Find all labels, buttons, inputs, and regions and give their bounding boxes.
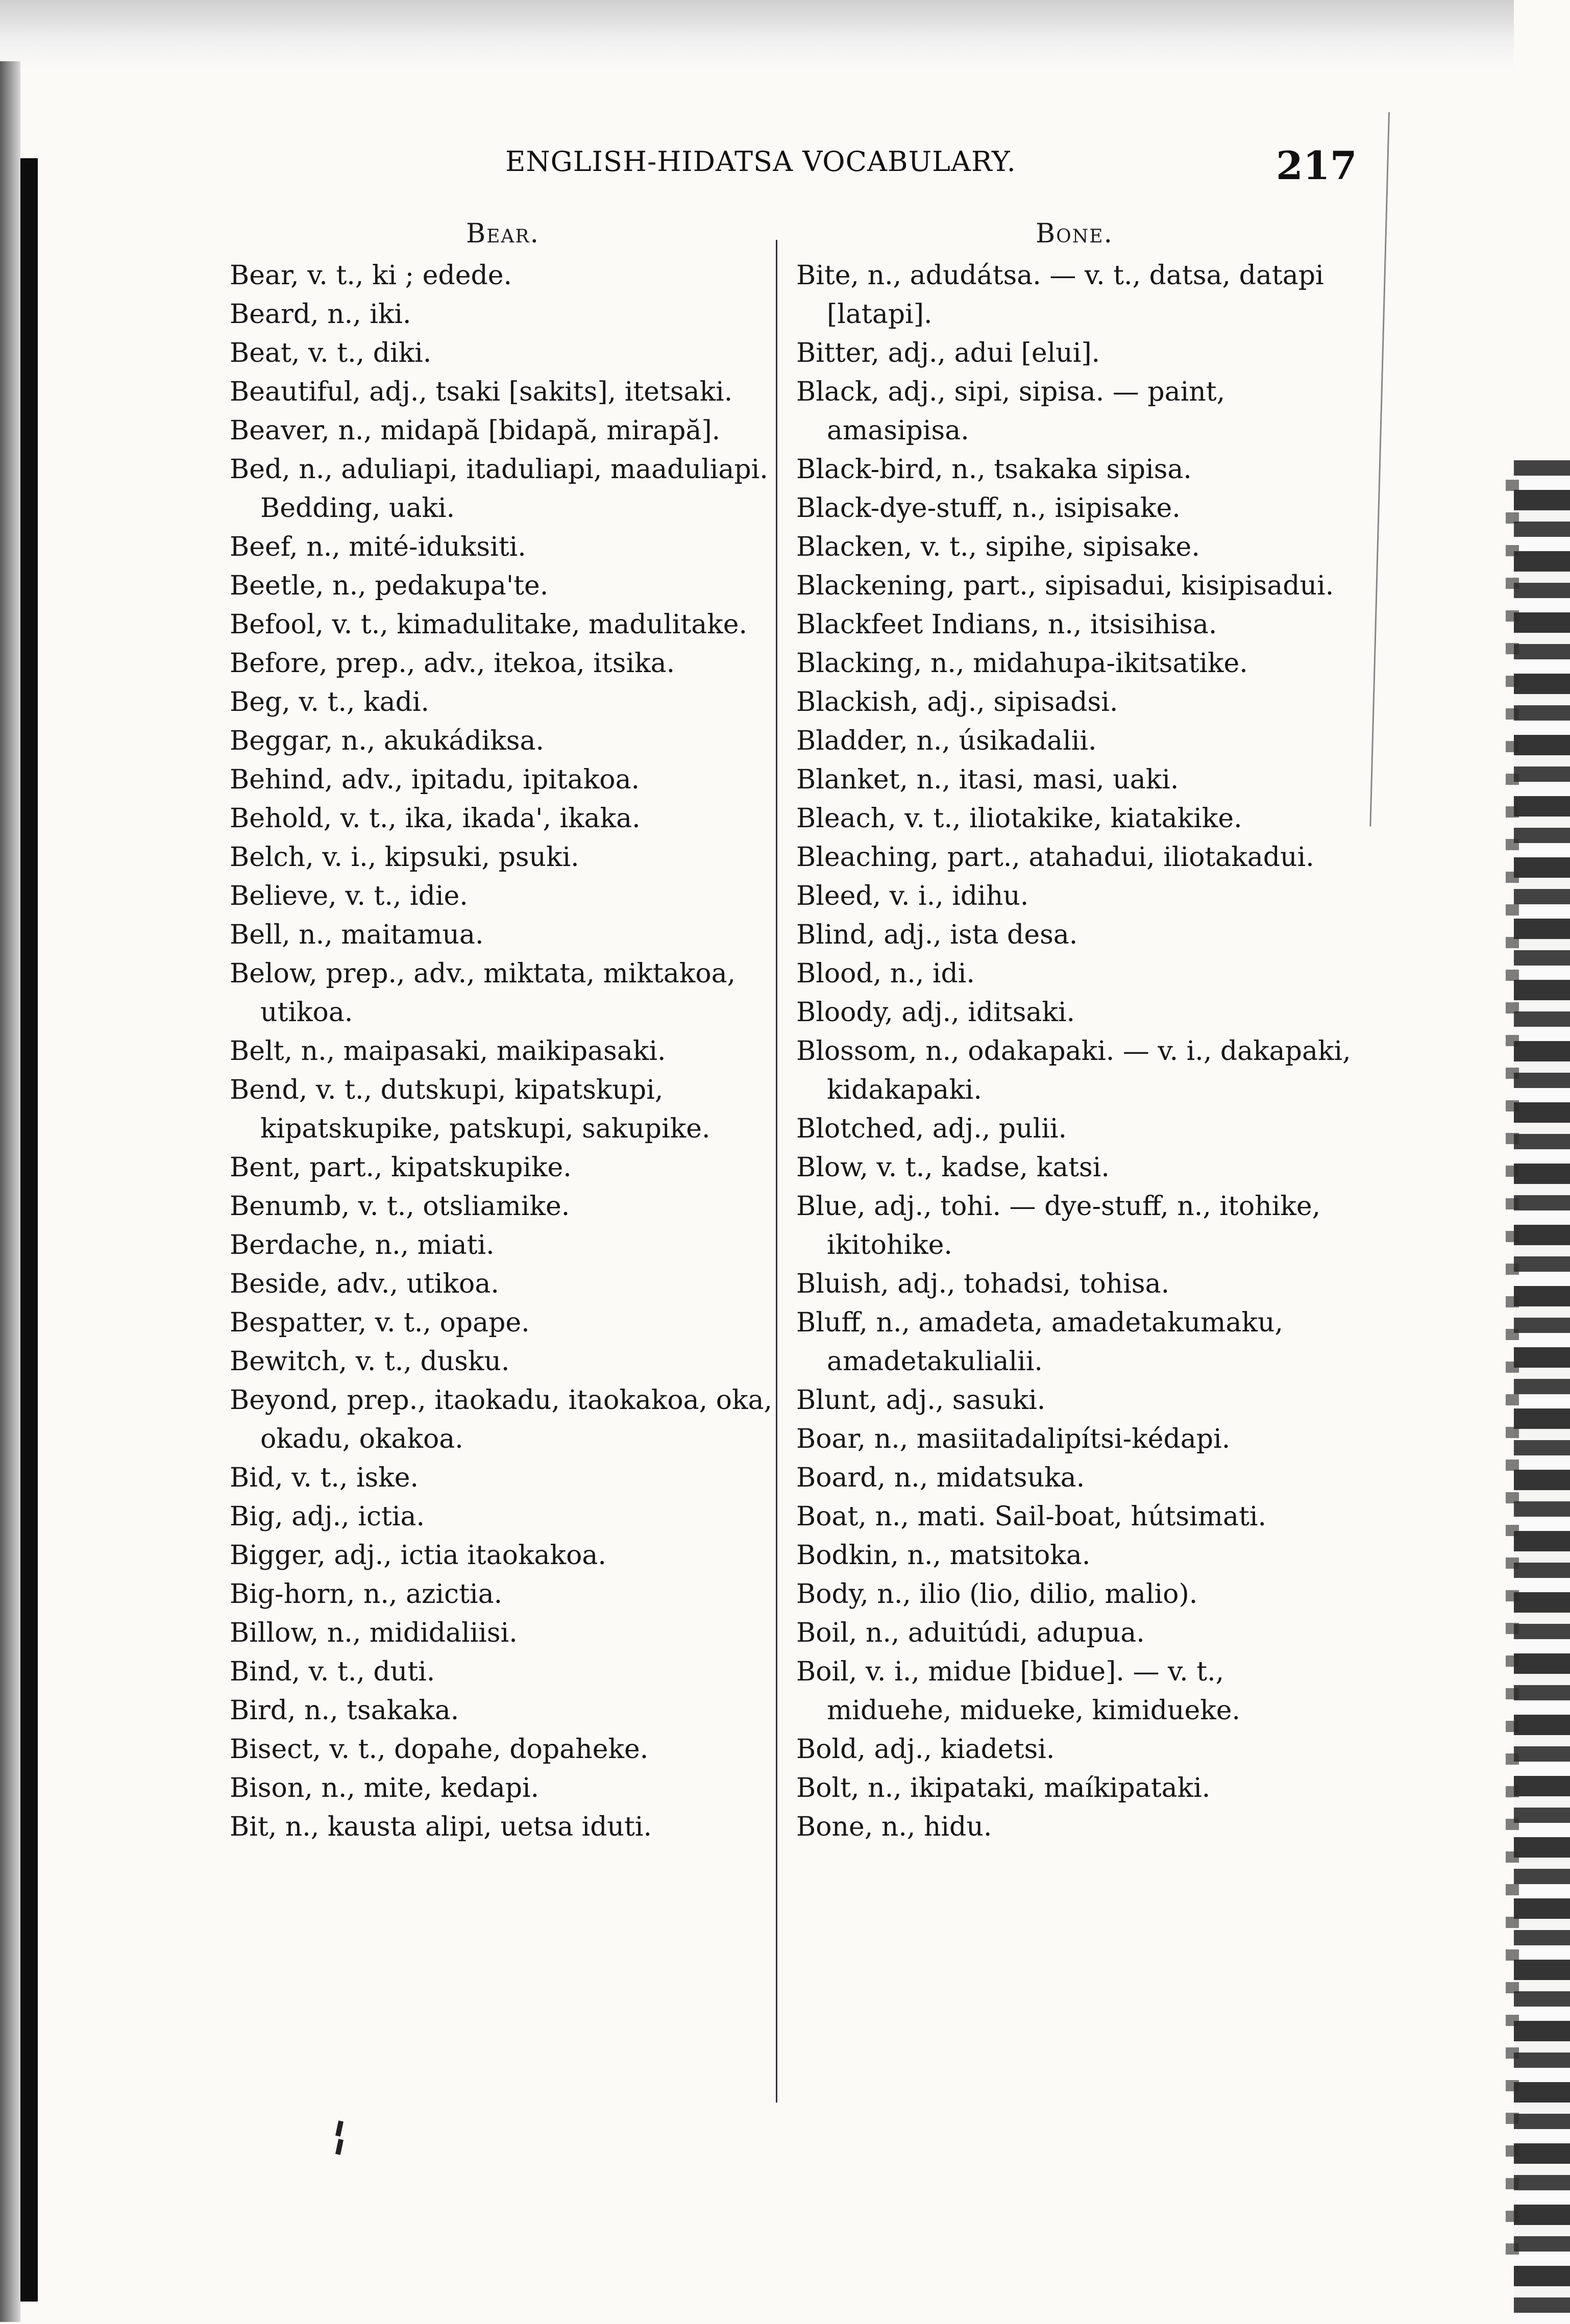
book-spine [20, 158, 38, 2302]
vocab-entry: Beg, v. t., kadi. [230, 687, 430, 718]
vocab-entry: Bitter, adj., adui [elui]. [796, 338, 1100, 368]
vocab-entry: Bloody, adj., iditsaki. [796, 997, 1075, 1028]
vocab-entry: Benumb, v. t., otsliamike. [230, 1191, 570, 1222]
vocab-entry: Bid, v. t., iske. [230, 1463, 419, 1493]
right-column-title: Bone. [1035, 218, 1114, 249]
vocab-entry: Belch, v. i., kipsuki, psuki. [230, 842, 579, 873]
vocab-entry: Board, n., midatsuka. [796, 1463, 1085, 1493]
vocab-entry: Bigger, adj., ictia itaokakoa. [230, 1540, 606, 1571]
vocab-entry: Black-dye-stuff, n., isipisake. [796, 493, 1181, 524]
vocab-entry: Blunt, adj., sasuki. [796, 1385, 1046, 1416]
book-spine-shadow [0, 61, 20, 2322]
vocab-entry: Black, adj., sipi, sipisa. — paint, amasipisa. [796, 377, 1225, 446]
vocab-entry: Beautiful, adj., tsaki [sakits], itetsaki. [230, 377, 733, 407]
vocab-entry: Bone, n., hidu. [796, 1812, 992, 1842]
vocab-entry: Black-bird, n., tsakaka sipisa. [796, 454, 1192, 485]
vocab-entry: Bird, n., tsakaka. [230, 1695, 459, 1726]
vocab-entry: Beggar, n., akukádiksa. [230, 726, 545, 756]
vocab-entry: Behold, v. t., ika, ikada', ikaka. [230, 803, 641, 834]
right-column [796, 214, 1353, 1846]
vocab-entry: Bell, n., maitamua. [230, 920, 484, 950]
vocab-entry: Beat, v. t., diki. [230, 338, 432, 368]
vocab-entry: Beef, n., mité-iduksiti. [230, 532, 526, 562]
vocab-entry: Behind, adv., ipitadu, ipitakoa. [230, 764, 640, 795]
vocab-entry: Bleach, v. t., iliotakike, kiatakike. [796, 803, 1242, 834]
vocab-entry: Blanket, n., itasi, masi, uaki. [796, 764, 1179, 795]
vocab-entry: Blacking, n., midahupa-ikitsatike. [796, 648, 1248, 679]
vocab-entry: Bent, part., kipatskupike. [230, 1152, 572, 1183]
vocab-entry: Beyond, prep., itaokadu, itaokakoa, oka, okadu, okakoa. [230, 1385, 773, 1454]
vocab-entry: Beside, adv., utikoa. [230, 1269, 499, 1299]
vocab-entry: Bleed, v. i., idihu. [796, 881, 1029, 911]
scan-top-edge [0, 0, 1570, 71]
page-edge-right-top [1514, 0, 1570, 459]
vocab-entry: Blow, v. t., kadse, katsi. [796, 1152, 1110, 1183]
vocab-entry: Blackish, adj., sipisadsi. [796, 687, 1118, 718]
vocab-entry: Bold, adj., kiadetsi. [796, 1734, 1055, 1765]
column-divider [776, 240, 777, 2103]
vocab-entry: Berdache, n., miati. [230, 1230, 495, 1260]
vocab-entry: Believe, v. t., idie. [230, 881, 468, 911]
vocab-entry: Below, prep., adv., miktata, miktakoa, utikoa. [230, 958, 736, 1028]
vocab-entry: Beard, n., iki. [230, 299, 411, 330]
vocab-entry: Bison, n., mite, kedapi. [230, 1773, 539, 1803]
vocab-entry: Bit, n., kausta alipi, uetsa iduti. [230, 1812, 652, 1842]
vocab-entry: Bed, n., aduliapi, itaduliapi, maaduliapi. Bedding, uaki. [230, 454, 768, 524]
vocab-entry: Blind, adj., ista desa. [796, 920, 1078, 950]
vocab-entry: Blackening, part., sipisadui, kisipisadui. [796, 571, 1334, 601]
vocab-entry: Bluff, n., amadeta, amadetakumaku, amadetakulialii. [796, 1307, 1284, 1377]
vocab-entry: Bite, n., adudátsa. — v. t., datsa, datapi [latapi]. [796, 260, 1324, 330]
vocab-entry: Blossom, n., odakapaki. — v. i., dakapaki, kidakapaki. [796, 1036, 1351, 1105]
vocab-entry: Billow, n., mididaliisi. [230, 1618, 518, 1648]
vocab-entry: Beaver, n., midapă [bidapă, mirapă]. [230, 415, 721, 446]
margin-marks [1506, 480, 1519, 2266]
vocab-entry: Bind, v. t., duti. [230, 1657, 435, 1687]
vocab-entry: Blue, adj., tohi. — dye-stuff, n., itohike, ikitohike. [796, 1191, 1321, 1260]
vocab-entry: Big-horn, n., azictia. [230, 1579, 503, 1610]
vocab-entry: Boil, n., aduitúdi, adupua. [796, 1618, 1145, 1648]
vocab-entry: Boil, v. i., midue [bidue]. — v. t., miduehe, midueke, kimidueke. [796, 1657, 1241, 1726]
vocab-entry: Blotched, adj., pulii. [796, 1114, 1067, 1144]
vocab-entry: Beetle, n., pedakupa'te. [230, 571, 549, 601]
vocab-entry: Bespatter, v. t., opape. [230, 1307, 530, 1338]
vocab-entry: Bewitch, v. t., dusku. [230, 1346, 510, 1377]
running-head: ENGLISH-HIDATSA VOCABULARY. [505, 145, 1016, 178]
vocab-entry: Boat, n., mati. Sail-boat, hútsimati. [796, 1501, 1267, 1532]
left-column [230, 214, 776, 1846]
vocab-entry: Bladder, n., úsikadalii. [796, 726, 1097, 756]
ink-smudge [327, 2118, 367, 2164]
vocab-entry: Boar, n., masiitadalipítsi-kédapi. [796, 1424, 1231, 1454]
vocab-entry: Bear, v. t., ki ; edede. [230, 260, 512, 291]
page-number: 217 [1276, 143, 1357, 188]
vocab-entry: Bisect, v. t., dopahe, dopaheke. [230, 1734, 649, 1765]
vocab-entry: Big, adj., ictia. [230, 1501, 425, 1532]
vocab-entry: Blackfeet Indians, n., itsisihisa. [796, 609, 1217, 640]
vocab-entry: Bodkin, n., matsitoka. [796, 1540, 1091, 1571]
vocab-entry: Befool, v. t., kimadulitake, madulitake. [230, 609, 748, 640]
vocab-entry: Belt, n., maipasaki, maikipasaki. [230, 1036, 666, 1067]
vocab-entry: Bolt, n., ikipataki, maíkipataki. [796, 1773, 1211, 1803]
vocab-entry: Bend, v. t., dutskupi, kipatskupi, kipatskupike, patskupi, sakupike. [230, 1075, 710, 1144]
vocab-entry: Body, n., ilio (lio, dilio, malio). [796, 1579, 1198, 1610]
vocab-entry: Blood, n., idi. [796, 958, 975, 989]
vocab-entry: Bleaching, part., atahadui, iliotakadui. [796, 842, 1314, 873]
vocab-entry: Bluish, adj., tohadsi, tohisa. [796, 1269, 1170, 1299]
left-column-title: Bear. [465, 218, 540, 249]
vocab-entry: Before, prep., adv., itekoa, itsika. [230, 648, 675, 679]
vocab-entry: Blacken, v. t., sipihe, sipisake. [796, 532, 1200, 562]
